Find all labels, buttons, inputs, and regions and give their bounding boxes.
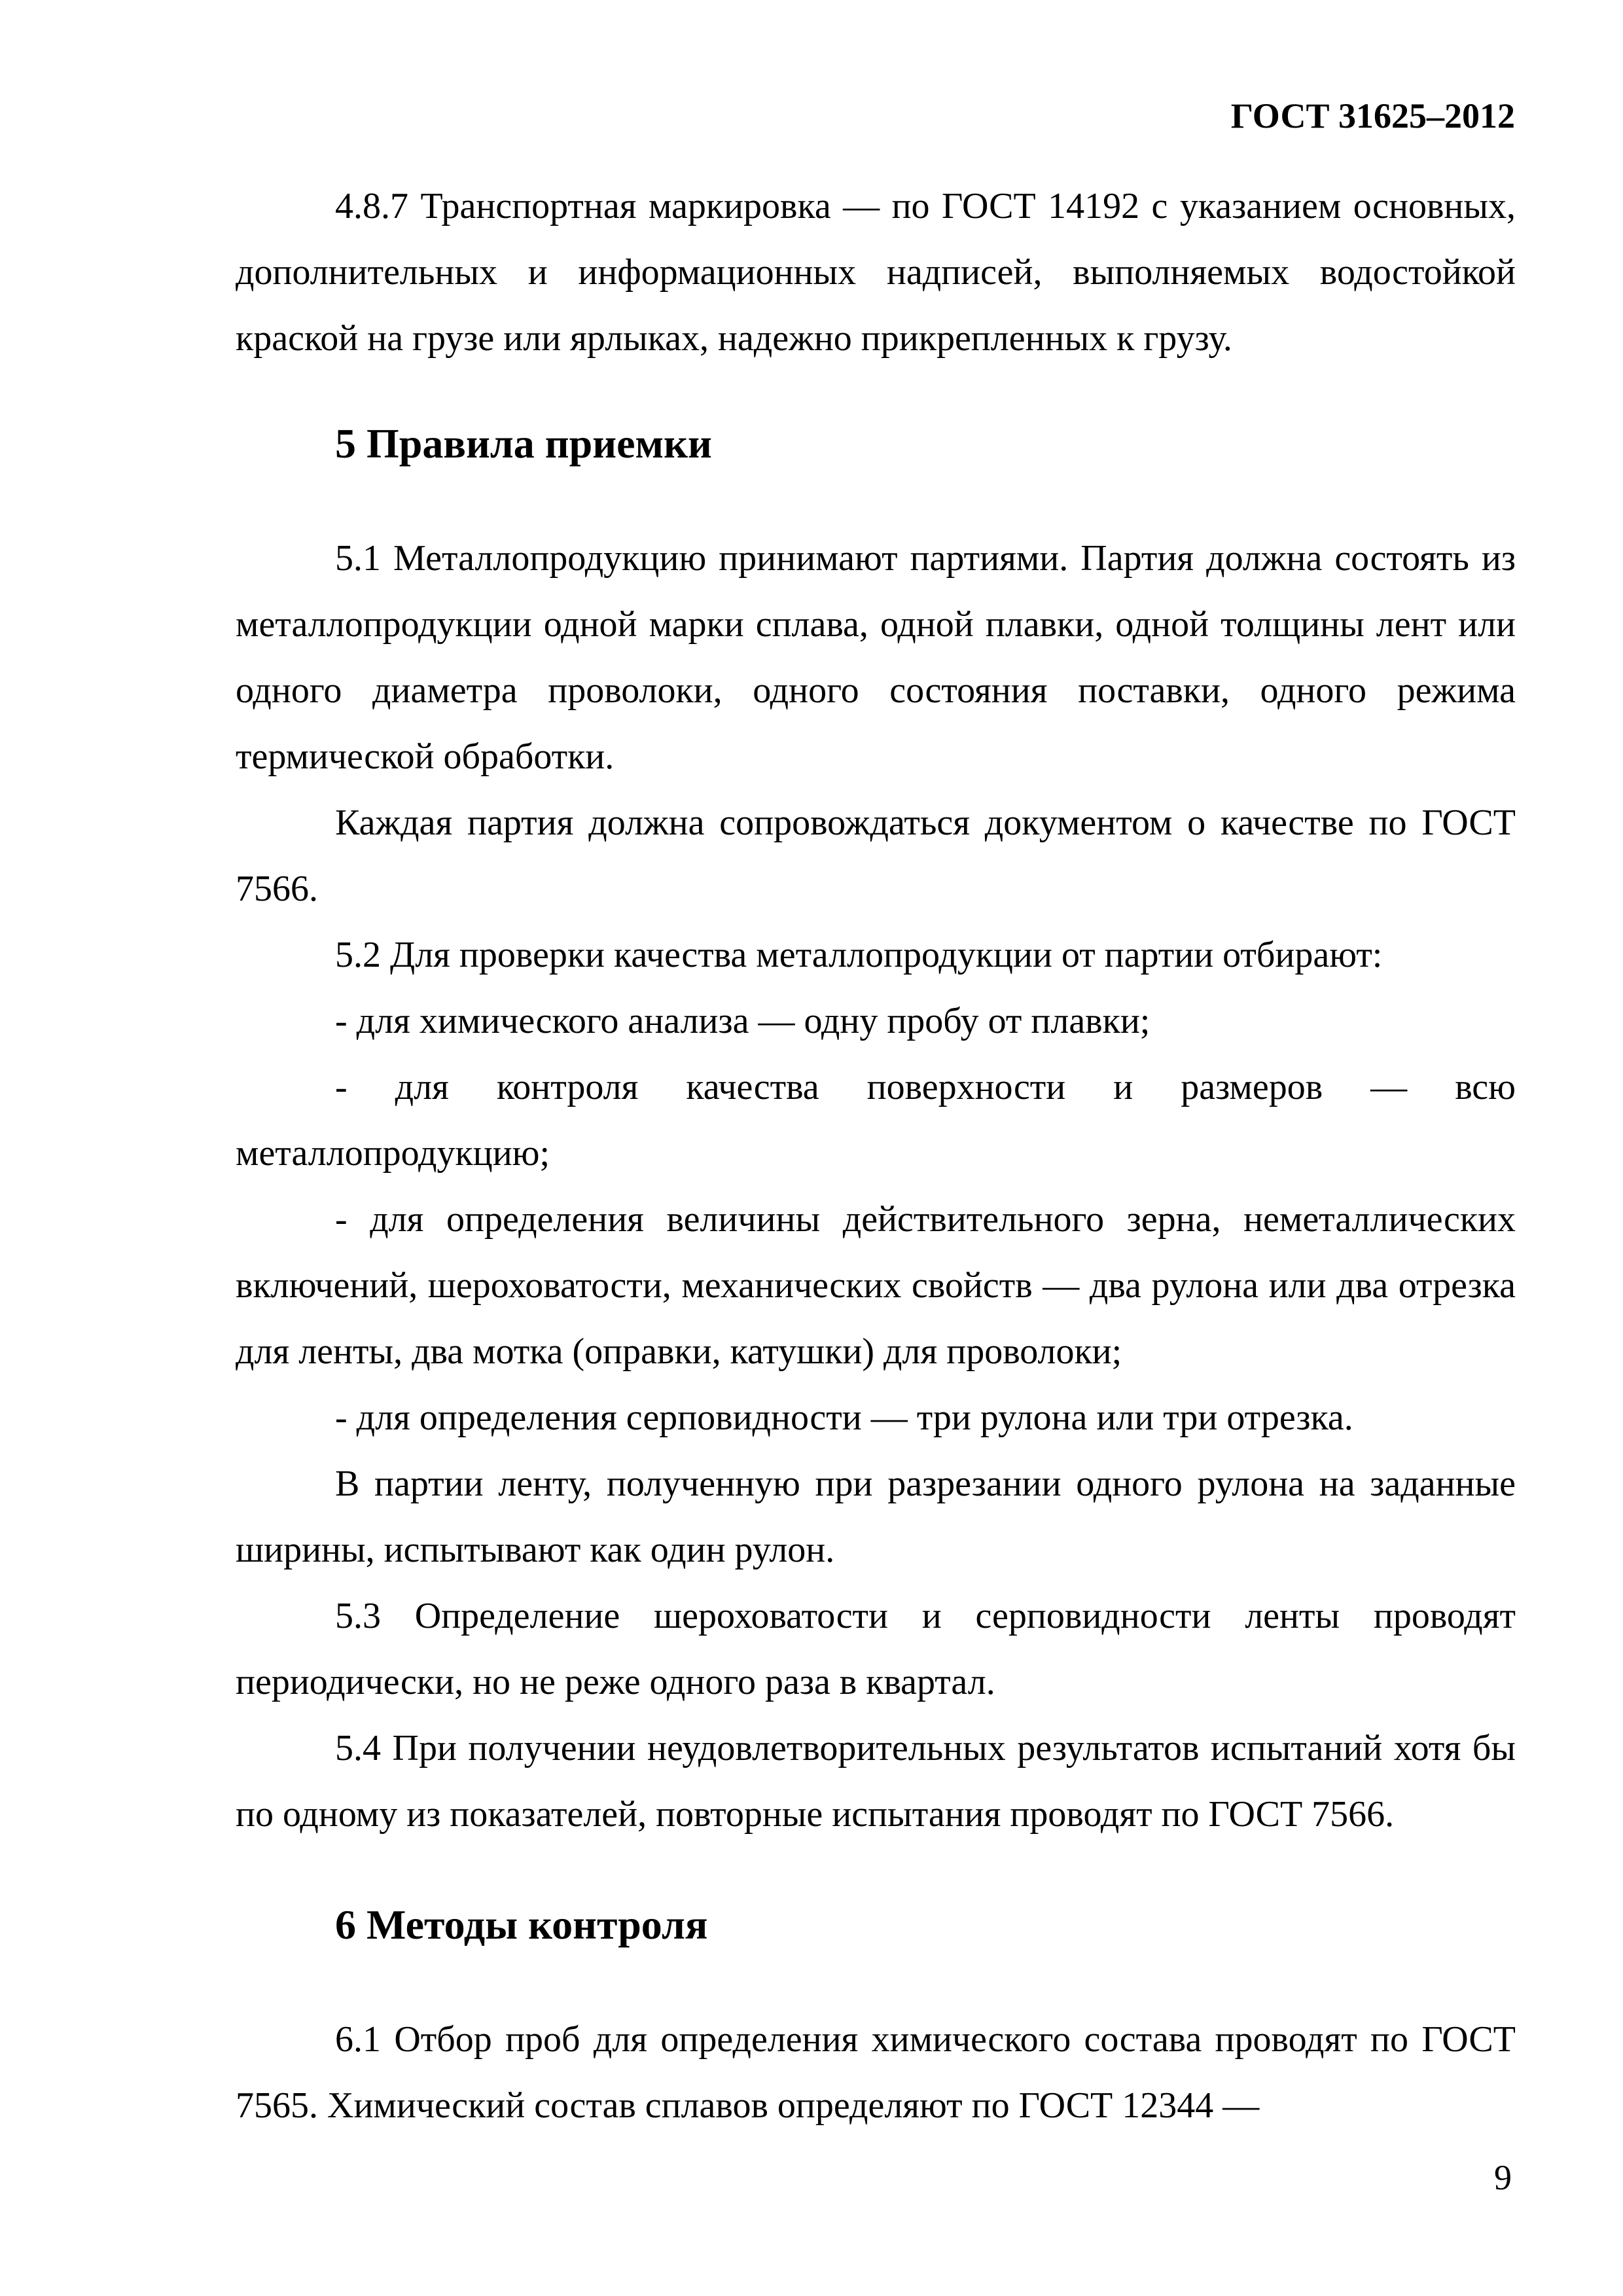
list-item-camber: - для определения серповидности — три рулона или три отрезка. (335, 1397, 1353, 1438)
paragraph-5-3: 5.3 Определение шероховатости и серповидности ленты проводят периодически, но не реже одного раза в квартал. (236, 1595, 1516, 1702)
paragraph-5-4: 5.4 При получении неудовлетворительных результатов испытаний хотя бы по одному из показателей, повторные испытания проводят по ГОСТ 7566. (236, 1727, 1516, 1835)
paragraph-5-2: 5.2 Для проверки качества металлопродукции от партии отбирают: (335, 934, 1383, 975)
paragraph-4-8-7: 4.8.7 Транспортная маркировка — по ГОСТ 14192 с указанием основных, дополнительных и информационных надписей, выполняемых водостойкой краской на грузе или ярлыках, надежно прикрепленных к грузу. (236, 186, 1516, 359)
paragraph-5-1-quality-document: Каждая партия должна сопровождаться документом о качестве по ГОСТ 7566. (236, 802, 1516, 909)
paragraph-6-1: 6.1 Отбор проб для определения химического состава проводят по ГОСТ 7565. Химический состав сплавов определяют по ГОСТ 12344 — (236, 2018, 1516, 2126)
page-body (236, 173, 1516, 2139)
document-code-header: ГОСТ 31625–2012 (1230, 96, 1515, 135)
paragraph-5-1: 5.1 Металлопродукцию принимают партиями. Партия должна состоять из металлопродукции одной марки сплава, одной плавки, одной толщины лент или одного диаметра проволоки, одного состояния поставки, одного режима термической обработки. (236, 537, 1516, 777)
paragraph-5-2-note: В партии ленту, полученную при разрезании одного рулона на заданные ширины, испытывают как один рулон. (236, 1463, 1516, 1570)
section-6-heading: 6 Методы контроля (335, 1901, 708, 1948)
section-5-heading: 5 Правила приемки (335, 420, 712, 467)
list-item-chemical-analysis: - для химического анализа — одну пробу от плавки; (335, 1000, 1150, 1041)
page-number: 9 (1494, 2158, 1512, 2197)
list-item-surface-control: - для контроля качества поверхности и размеров — всю металлопродукцию; (236, 1066, 1516, 1174)
list-item-grain-inclusions: - для определения величины действительного зерна, неметаллических включений, шероховатости, механических свойств — два рулона или два отрезка для ленты, два мотка (оправки, катушки) для проволоки; (236, 1198, 1516, 1372)
